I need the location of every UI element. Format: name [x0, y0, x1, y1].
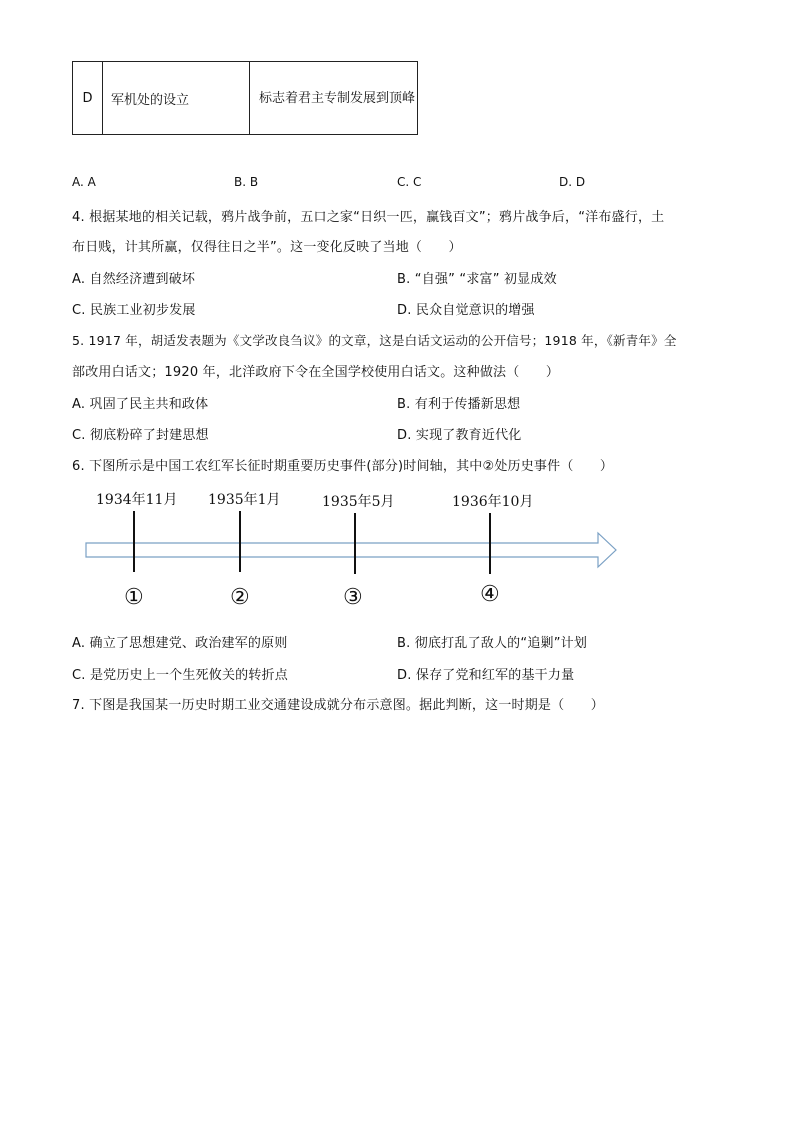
q3-option-c: C. C	[397, 175, 422, 189]
q5-option-a: A. 巩固了民主共和政体	[72, 397, 209, 412]
q3-option-d: D. D	[559, 175, 586, 189]
q5-option-c: C. 彻底粉碎了封建思想	[72, 428, 209, 443]
row-letter: D	[73, 62, 103, 135]
answer-table	[72, 61, 418, 135]
q6-option-d: D. 保存了党和红军的基干力量	[397, 668, 575, 683]
row-event: 军机处的设立	[103, 62, 250, 135]
timeline-date-1: 1934年11月	[96, 492, 178, 508]
timeline-tick-4	[489, 513, 491, 574]
timeline-marker-2: ②	[230, 585, 250, 610]
row-significance: 标志着君主专制发展到顶峰	[250, 62, 418, 135]
timeline-tick-3	[354, 513, 356, 574]
q6-stem-line1: 6. 下图所示是中国工农红军长征时期重要历史事件(部分)时间轴，其中②处历史事件（ ）	[72, 459, 614, 474]
timeline-tick-1	[133, 511, 135, 572]
timeline-date-2: 1935年1月	[208, 492, 281, 508]
timeline-marker-4: ④	[480, 582, 500, 607]
timeline-date-4: 1936年10月	[452, 494, 534, 510]
q4-option-a: A. 自然经济遭到破坏	[72, 272, 196, 287]
table-row	[73, 62, 418, 135]
q7-stem-line1: 7. 下图是我国某一历史时期工业交通建设成就分布示意图。据此判断，这一时期是（ ）	[72, 698, 604, 713]
q4-option-d: D. 民众自觉意识的增强	[397, 303, 535, 318]
q6-option-a: A. 确立了思想建党、政治建军的原则	[72, 636, 288, 651]
q6-option-b: B. 彻底打乱了敌人的“追剿”计划	[397, 636, 588, 651]
q3-option-a: A. A	[72, 175, 96, 189]
timeline-marker-1: ①	[124, 585, 144, 610]
timeline-tick-2	[239, 511, 241, 572]
timeline-marker-3: ③	[343, 585, 363, 610]
q5-stem-line1: 5. 1917 年，胡适发表题为《文学改良刍议》的文章，这是白话文运动的公开信号；1918 年，《新青年》全	[72, 333, 677, 348]
q4-option-c: C. 民族工业初步发展	[72, 303, 196, 318]
q5-stem-line2: 部改用白话文；1920 年，北洋政府下令在全国学校使用白话文。这种做法（ ）	[72, 365, 560, 380]
q5-option-d: D. 实现了教育近代化	[397, 428, 522, 443]
q5-option-b: B. 有利于传播新思想	[397, 397, 521, 412]
q6-option-c: C. 是党历史上一个生死攸关的转折点	[72, 668, 288, 683]
q4-stem-line1: 4. 根据某地的相关记载，鸦片战争前，五口之家“日织一匹，赢钱百文”；鸦片战争后，“洋布盛行，土	[72, 210, 665, 225]
q4-stem-line2: 布日贱，计其所赢，仅得往日之半”。这一变化反映了当地（ ）	[72, 240, 462, 255]
q3-option-b: B. B	[234, 175, 259, 189]
timeline-date-3: 1935年5月	[322, 494, 395, 510]
q4-option-b: B. “自强” “求富” 初显成效	[397, 272, 557, 287]
